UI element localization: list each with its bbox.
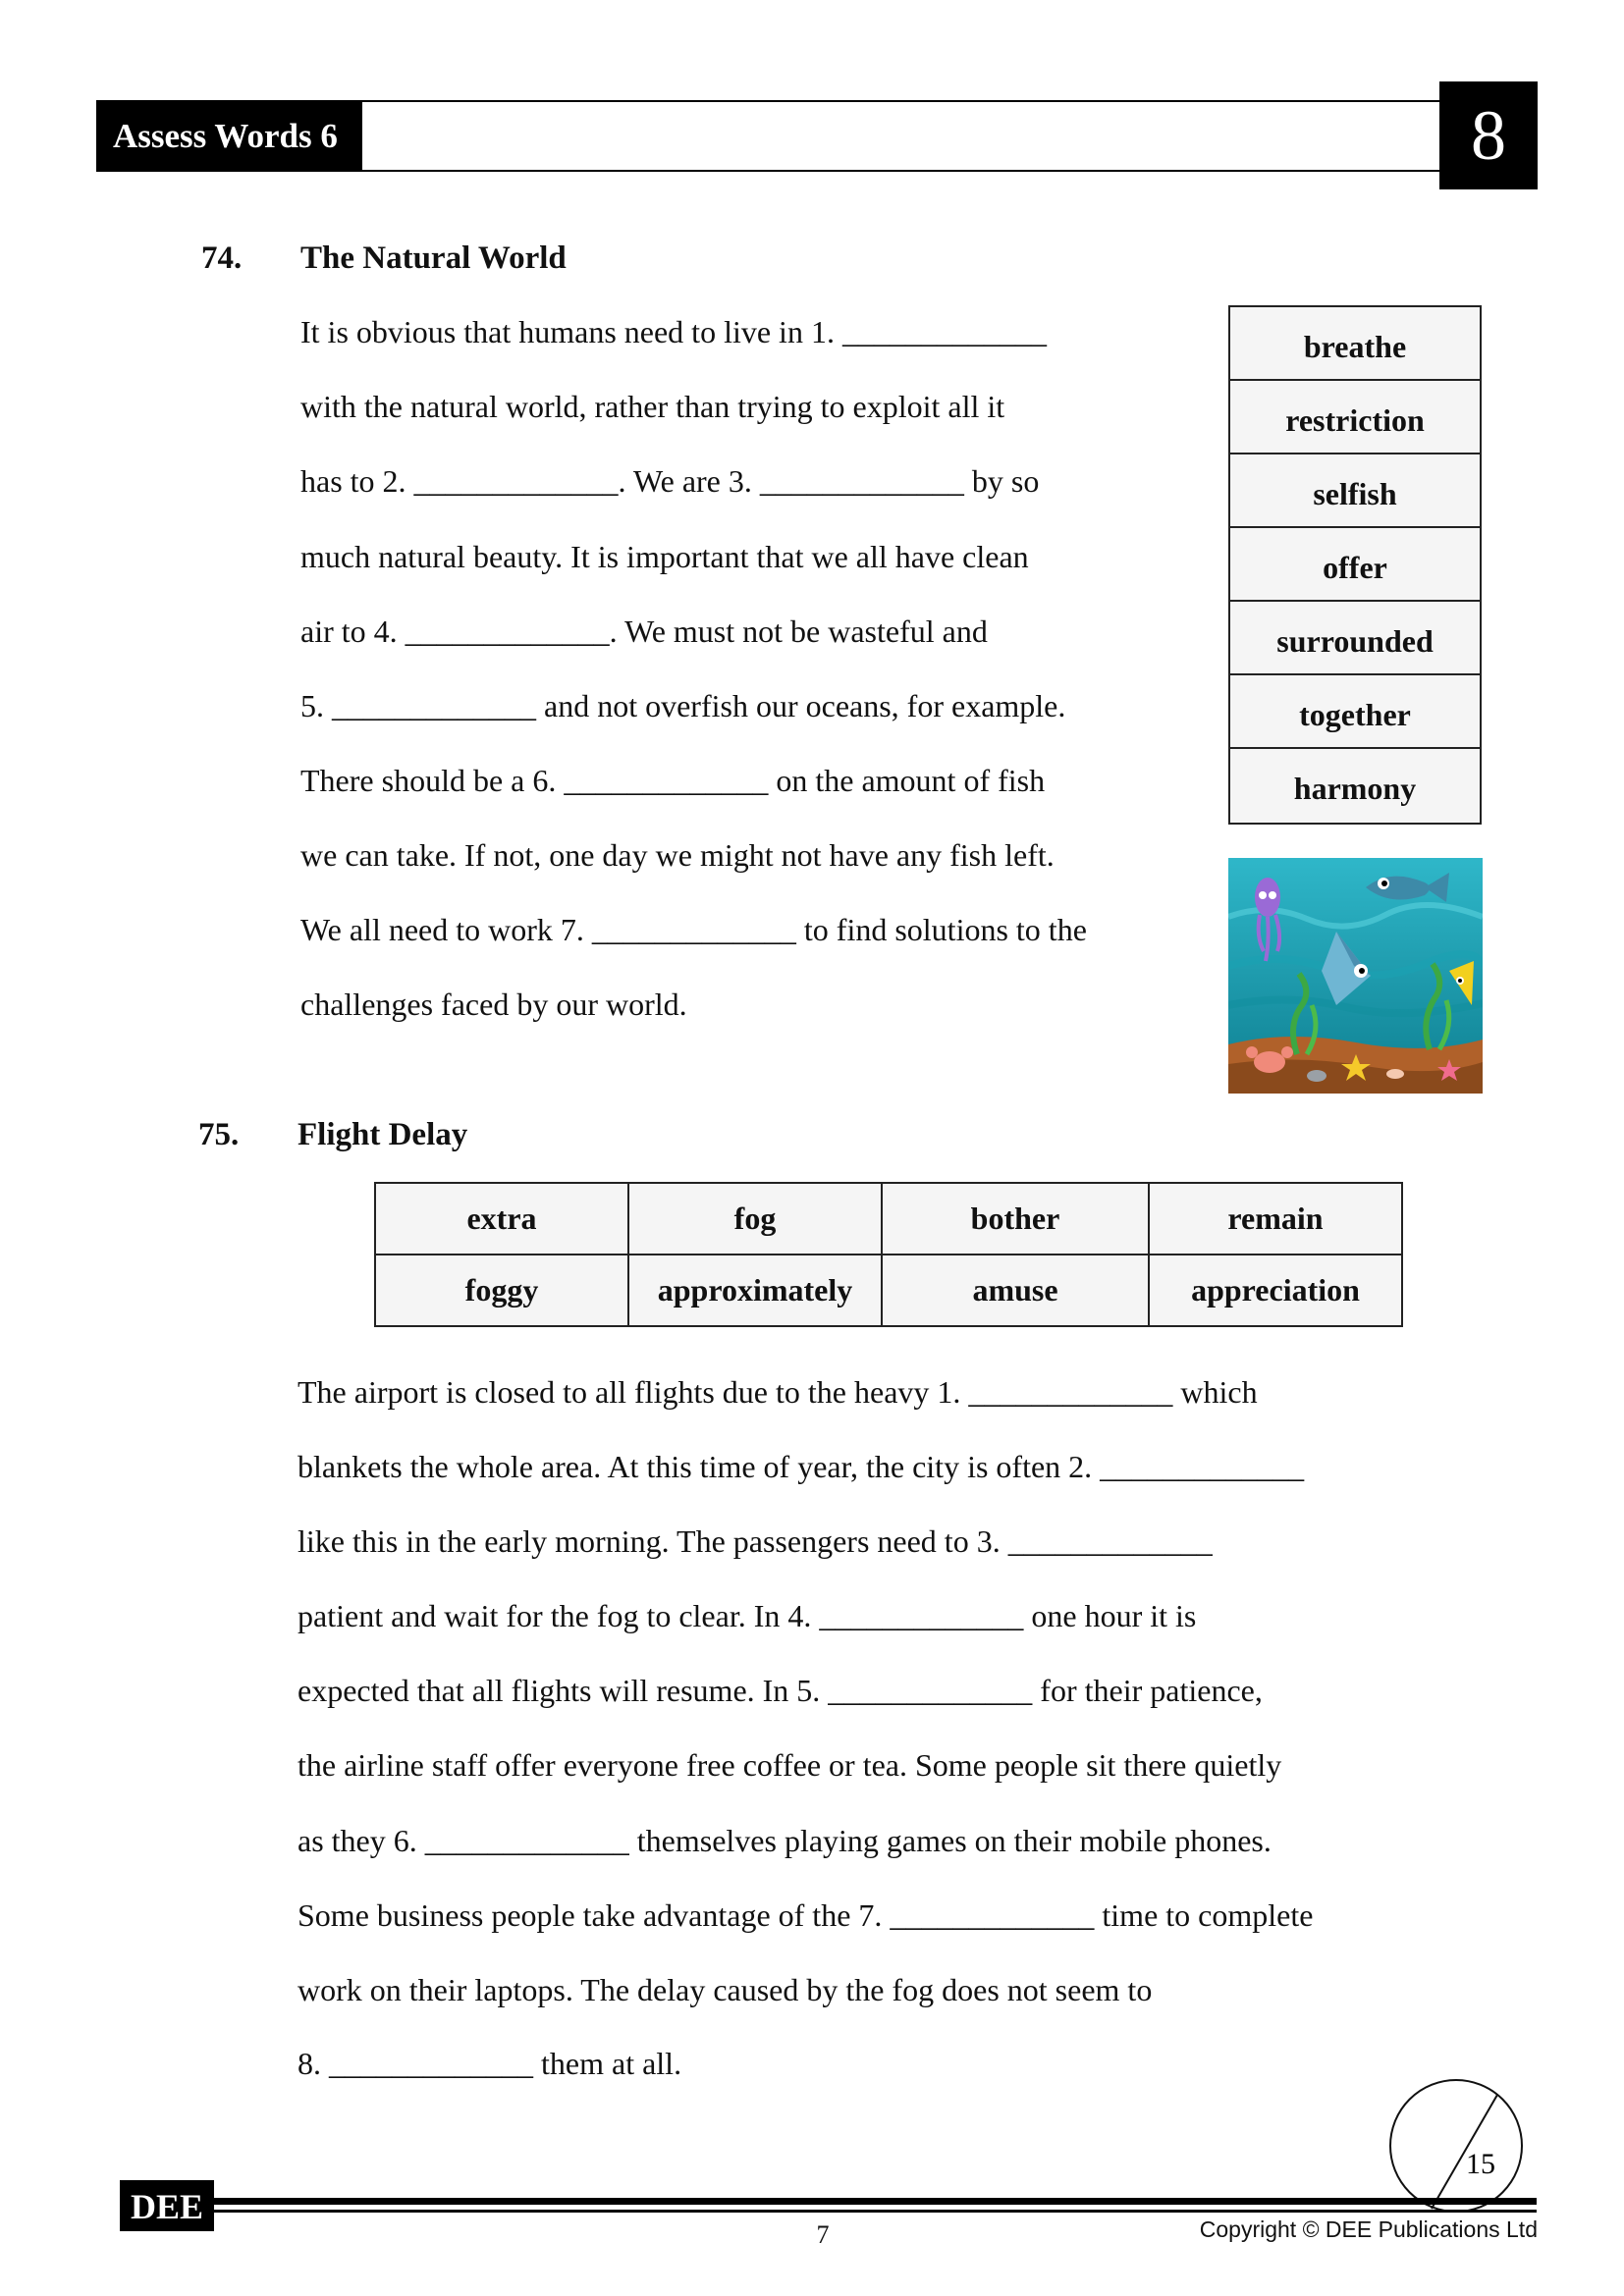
unit-number-badge: 8	[1439, 81, 1538, 189]
passage-line: we can take. If not, one day we might not have any fish left.	[300, 837, 1055, 873]
score-total: 15	[1466, 2148, 1495, 2180]
passage-line: air to 4. _____________. We must not be wasteful and	[300, 614, 988, 649]
passage-line: the airline staff offer everyone free coffee or tea. Some people sit there quietly	[298, 1747, 1282, 1783]
word-option: breathe	[1230, 307, 1480, 381]
passage-line: Some business people take advantage of the 7. _____________ time to complete	[298, 1897, 1314, 1933]
passage-line: 8. _____________ them at all.	[298, 2046, 682, 2081]
sea-creatures-illustration	[1228, 858, 1483, 1094]
passage-line: work on their laptops. The delay caused by the fog does not seem to	[298, 1972, 1153, 2007]
section-title: Assess Words 6	[97, 101, 362, 171]
word-option: bother	[882, 1183, 1149, 1255]
passage-line: patient and wait for the fog to clear. In 4. _____________ one hour it is	[298, 1598, 1197, 1633]
word-option: appreciation	[1149, 1255, 1402, 1326]
question-75-title: Flight Delay	[298, 1117, 468, 1152]
word-option: foggy	[375, 1255, 628, 1326]
passage-line: like this in the early morning. The passengers need to 3. _____________	[298, 1523, 1213, 1559]
passage-line: The airport is closed to all flights due to the heavy 1. _____________ which	[298, 1374, 1258, 1410]
word-option: offer	[1230, 528, 1480, 602]
page-number: 7	[816, 2220, 830, 2249]
word-option: approximately	[628, 1255, 882, 1326]
passage-line: There should be a 6. _____________ on the amount of fish	[300, 763, 1046, 798]
word-table-row	[375, 1255, 1402, 1326]
score-circle	[1387, 2077, 1525, 2215]
passage-line: as they 6. _____________ themselves playing games on their mobile phones.	[298, 1823, 1272, 1858]
word-option: selfish	[1230, 454, 1480, 528]
footer-rule	[214, 2198, 1537, 2205]
publisher-logo: DEE	[120, 2180, 214, 2231]
word-option: harmony	[1230, 749, 1480, 823]
passage-line: much natural beauty. It is important that we all have clean	[300, 539, 1029, 574]
passage-line: We all need to work 7. _____________ to find solutions to the	[300, 912, 1087, 947]
copyright-notice: Copyright © DEE Publications Ltd	[1199, 2216, 1538, 2242]
word-option: restriction	[1230, 381, 1480, 454]
footer-rule	[214, 2210, 1537, 2213]
passage-line: 5. _____________ and not overfish our oceans, for example.	[300, 688, 1066, 723]
question-74-title: The Natural World	[300, 240, 567, 276]
passage-line: It is obvious that humans need to live in 1. _____________	[300, 314, 1047, 349]
word-option: fog	[628, 1183, 882, 1255]
passage-line: with the natural world, rather than trying to exploit all it	[300, 389, 1005, 424]
question-74-number: 74.	[201, 240, 243, 276]
passage-line: challenges faced by our world.	[300, 987, 687, 1022]
question-75-number: 75.	[198, 1117, 240, 1152]
word-option: extra	[375, 1183, 628, 1255]
word-option: remain	[1149, 1183, 1402, 1255]
passage-line: expected that all flights will resume. In 5. _____________ for their patience,	[298, 1673, 1263, 1708]
word-option: together	[1230, 675, 1480, 749]
word-box-74	[1228, 305, 1482, 825]
passage-line: blankets the whole area. At this time of year, the city is often 2. _____________	[298, 1449, 1305, 1484]
word-option: amuse	[882, 1255, 1149, 1326]
word-table-row	[375, 1183, 1402, 1255]
passage-line: has to 2. _____________. We are 3. _____________ by so	[300, 463, 1040, 499]
word-table-75	[374, 1182, 1403, 1327]
word-option: surrounded	[1230, 602, 1480, 675]
